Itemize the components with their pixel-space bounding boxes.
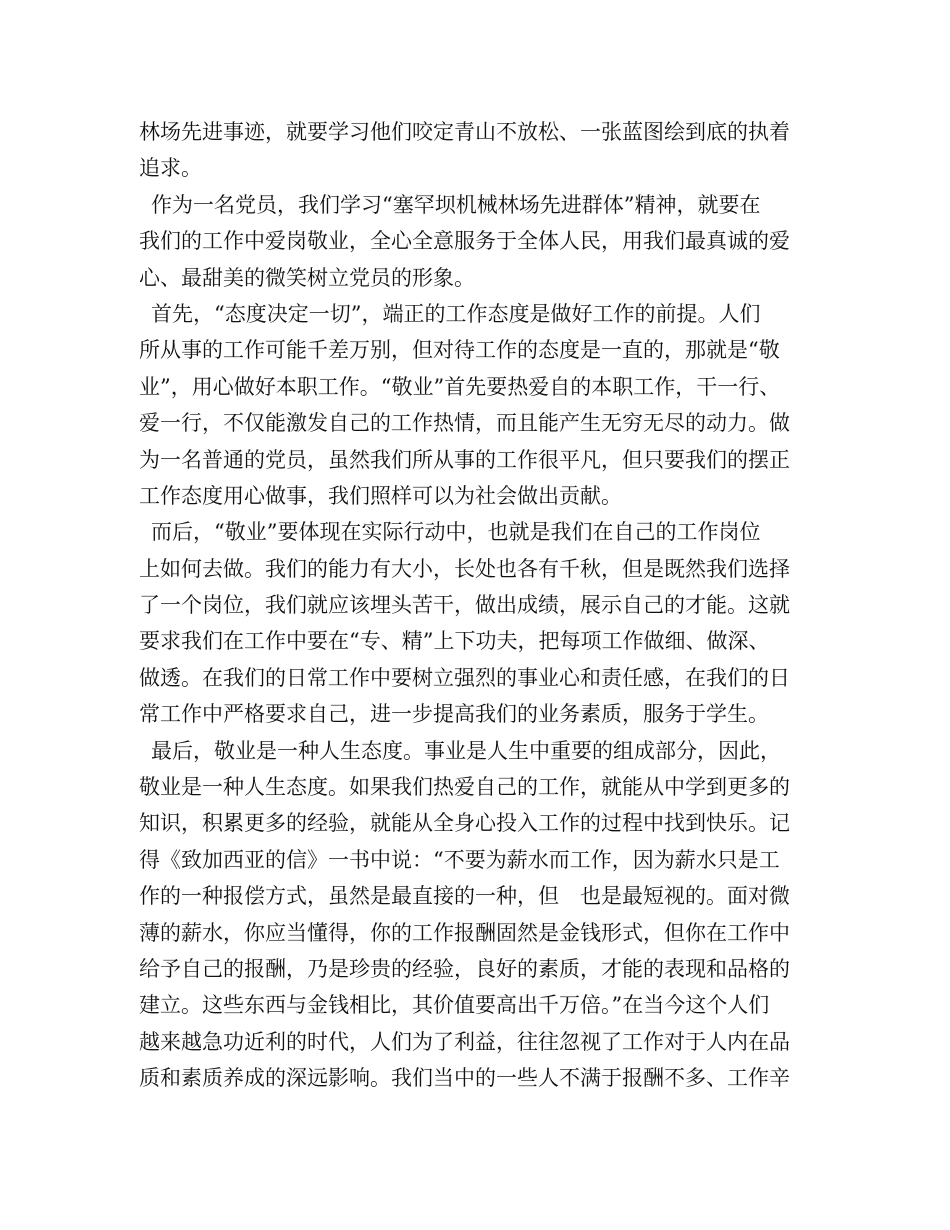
text-line: 业”，用心做好本职工作。“敬业”首先要热爱自的本职工作，干一行、 [139,374,781,399]
text-line: 林场先进事迹，就要学习他们咬定青山不放松、一张蓝图绘到底的执着 [139,120,790,144]
text-line: 给予自己的报酬，乃是珍贵的经验，良好的素质，才能的表现和品格的 [139,956,790,981]
text-line: 要求我们在工作中要在“专、精”上下功夫，把每项工作做细、做深、 [139,629,770,654]
text-line: 知识，积累更多的经验，就能从全身心投入工作的过程中找到快乐。记 [139,811,790,836]
text-line: 所从事的工作可能千差万别，但对待工作的态度是一直的，那就是“敬 [139,338,780,363]
text-line: 追求。 [139,156,202,181]
text-line: 质和素质养成的深远影响。我们当中的一些人不满于报酬不多、工作辛 [139,1066,790,1091]
text-line: 为一名普通的党员，虽然我们所从事的工作很平凡，但只要我们的摆正 [139,447,790,472]
text-line: 做透。在我们的日常工作中要树立强烈的事业心和责任感，在我们的日 [139,665,790,690]
text-line: 心、最甜美的微笑树立党员的形象。 [139,265,475,290]
text-line: 而后，“敬业”要体现在实际行动中，也就是我们在自己的工作岗位 [151,520,761,545]
text-line: 薄的薪水，你应当懂得，你的工作报酬固然是金钱形式，但你在工作中 [139,920,790,945]
text-line: 首先，“态度决定一切”，端正的工作态度是做好工作的前提。人们 [151,301,761,326]
text-line: 了一个岗位，我们就应该埋头苦干，做出成绩，展示自己的才能。这就 [139,593,790,618]
text-line: 常工作中严格要求自己，进一步提高我们的业务素质，服务于学生。 [139,702,769,727]
text-line: 工作态度用心做事，我们照样可以为社会做出贡献。 [139,483,622,508]
text-line: 作的一种报偿方式，虽然是最直接的一种，但 也是最短视的。面对微 [139,884,790,909]
document-body [139,114,829,1097]
text-line: 我们的工作中爱岗敬业，全心全意服务于全体人民，用我们最真诚的爱 [139,229,790,254]
text-line: 最后，敬业是一种人生态度。事业是人生中重要的组成部分，因此， [151,738,781,763]
text-line: 越来越急功近利的时代，人们为了利益，往往忽视了工作对于人内在品 [139,1029,790,1054]
text-line: 作为一名党员，我们学习“塞罕坝机械林场先进群体”精神，就要在 [151,192,761,217]
text-line: 建立。这些东西与金钱相比，其价值要高出千万倍。”在当今这个人们 [139,993,770,1018]
text-line: 爱一行，不仅能激发自己的工作热情，而且能产生无穷无尽的动力。做 [139,411,790,436]
text-line: 敬业是一种人生态度。如果我们热爱自己的工作，就能从中学到更多的 [139,775,790,800]
text-line: 得《致加西亚的信》一书中说：“不要为薪水而工作，因为薪水只是工 [139,847,780,872]
text-line: 上如何去做。我们的能力有大小，长处也各有千秋，但是既然我们选择 [139,556,790,581]
